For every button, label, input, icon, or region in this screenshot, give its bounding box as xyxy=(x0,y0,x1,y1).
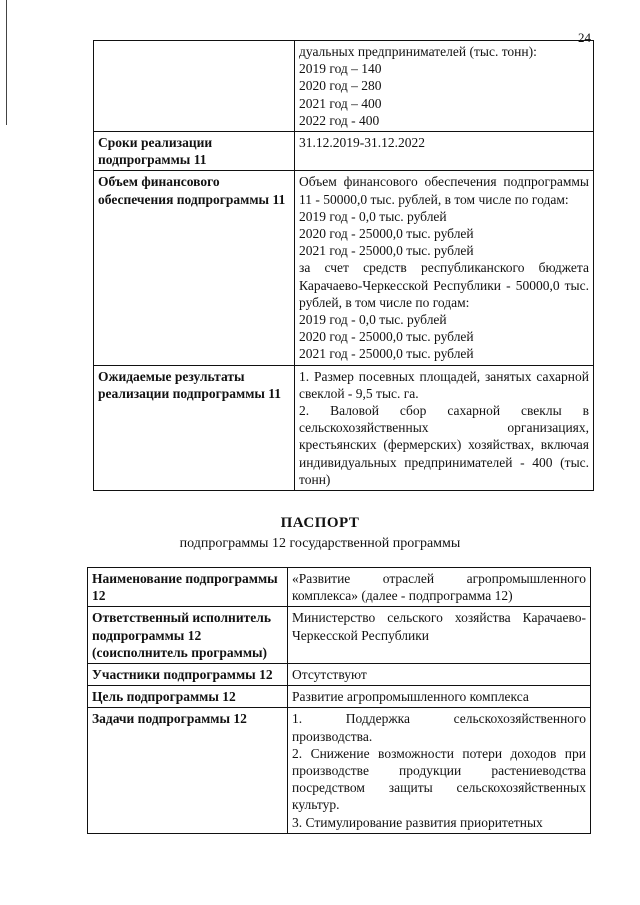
value-line: Развитие агропромышленного комплекса xyxy=(292,689,529,705)
value-line: 2021 год - 25000,0 тыс. рублей xyxy=(299,346,474,362)
row-label: Ожидаемые результаты реализации подпрограммы 11 xyxy=(94,365,295,490)
value-line: 1. Размер посевных площадей, занятых сахарной свеклой - 9,5 тыс. га. xyxy=(299,368,589,401)
row-value xyxy=(288,607,591,664)
row-value xyxy=(295,365,594,490)
value-line: Объем финансового обеспечения подпрограммы 11 - 50000,0 тыс. рублей, в том числе по годам: xyxy=(299,174,589,207)
passport-title: ПАСПОРТ xyxy=(280,515,360,531)
row-value xyxy=(295,171,594,365)
margin-line xyxy=(6,0,7,125)
value-line: Отсутствуют xyxy=(292,667,367,683)
row-value xyxy=(295,41,594,132)
row-value xyxy=(288,664,591,686)
value-line: 2020 год - 25000,0 тыс. рублей xyxy=(299,226,474,242)
row-value xyxy=(288,686,591,708)
table-row xyxy=(94,171,594,365)
value-line: 2019 год - 0,0 тыс. рублей xyxy=(299,208,447,224)
row-label: Цель подпрограммы 12 xyxy=(88,686,288,708)
value-line: за счет средств республиканского бюджета Карачаево-Черкесской Республики - 50000,0 тыс. рублей, в том числе по годам: xyxy=(299,260,589,310)
value-line: 2. Валовой сбор сахарной свеклы в сельскохозяйственных организациях, крестьянских (фермерских) хозяйствах, включая индивидуальных предпринимателей - 400 (тыс. тонн) xyxy=(299,403,589,487)
passport-subtitle: подпрограммы 12 государственной программы xyxy=(179,536,461,551)
row-value xyxy=(295,132,594,171)
subprogram-11-table xyxy=(93,40,594,491)
value-line: 3. Стимулирование развития приоритетных xyxy=(292,814,543,830)
row-label xyxy=(94,41,295,132)
table-row xyxy=(88,568,591,607)
value-line: 2. Снижение возможности потери доходов при производстве продукции растениеводства посредством защиты сельскохозяйственных культур. xyxy=(292,745,586,813)
value-line: 1. Поддержка сельскохозяйственного производства. xyxy=(292,711,586,744)
value-line: 31.12.2019-31.12.2022 xyxy=(299,135,425,151)
table-row xyxy=(88,686,591,708)
value-line: 2019 год – 140 xyxy=(299,61,382,77)
value-line: 2020 год – 280 xyxy=(299,78,382,94)
value-line: 2021 год - 25000,0 тыс. рублей xyxy=(299,243,474,259)
row-label: Задачи подпрограммы 12 xyxy=(88,708,288,833)
table-row xyxy=(94,132,594,171)
row-label: Ответственный исполнитель подпрограммы 12 (соисполнитель программы) xyxy=(88,607,288,664)
row-value xyxy=(288,708,591,833)
value-line: 2019 год - 0,0 тыс. рублей xyxy=(299,312,447,328)
subprogram-12-passport-table xyxy=(87,567,591,834)
value-line: 2020 год - 25000,0 тыс. рублей xyxy=(299,329,474,345)
row-label: Объем финансового обеспечения подпрограммы 11 xyxy=(94,171,295,365)
table-row xyxy=(88,708,591,833)
row-value xyxy=(288,568,591,607)
row-label: Сроки реализации подпрограммы 11 xyxy=(94,132,295,171)
value-line: 2022 год - 400 xyxy=(299,112,380,128)
row-label: Наименование подпрограммы 12 xyxy=(88,568,288,607)
table-row xyxy=(94,365,594,490)
table-row xyxy=(88,664,591,686)
row-label: Участники подпрограммы 12 xyxy=(88,664,288,686)
page-number: 24 xyxy=(578,30,591,45)
value-line: дуальных предпринимателей (тыс. тонн): xyxy=(299,44,537,59)
table-row xyxy=(88,607,591,664)
table-row xyxy=(94,41,594,132)
value-line: Министерство сельского хозяйства Карачаево-Черкесской Республики xyxy=(292,610,586,643)
value-line: «Развитие отраслей агропромышленного комплекса» (далее - подпрограмма 12) xyxy=(292,571,586,604)
value-line: 2021 год – 400 xyxy=(299,95,382,111)
